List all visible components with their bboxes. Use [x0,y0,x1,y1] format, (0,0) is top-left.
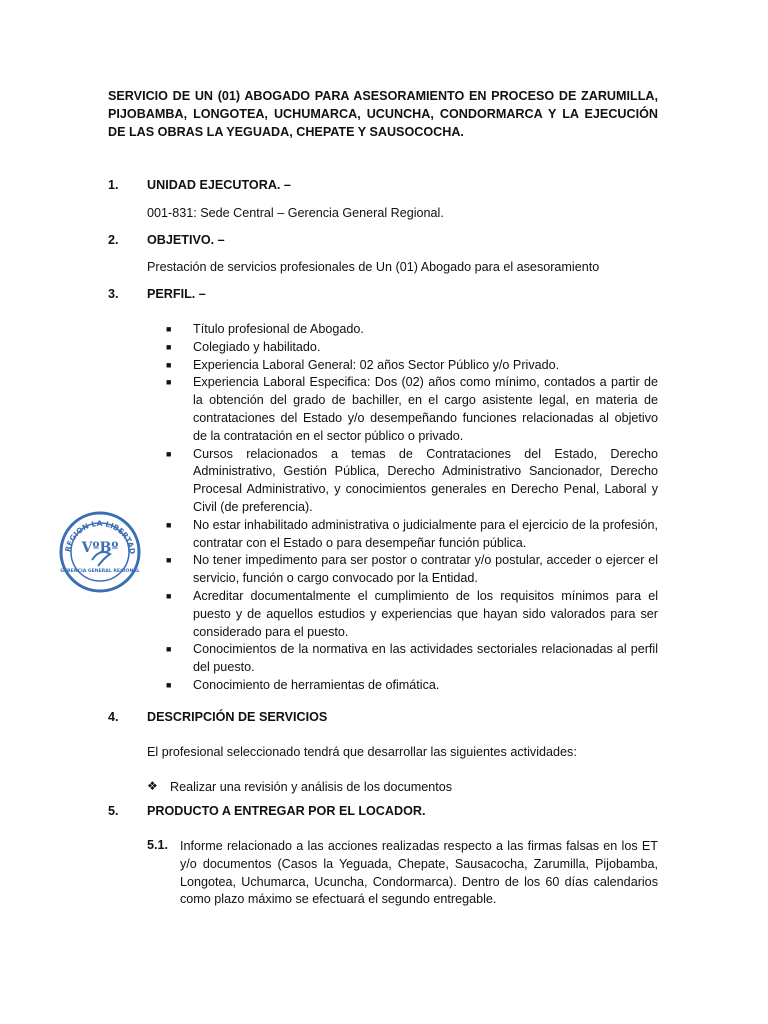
deliverable-text: Informe relacionado a las acciones realizadas respecto a las firmas falsas en los ET y/o documentos (Casos la Yeguada, Chepate, Sausacocha, Zarumilla, Pijobamba, Longotea, Uchumarca, Ucuncha, Condormarca). Dentro de los 60 días calendarios como plazo máximo se efectuará el segundo entregable. [180,839,658,907]
list-item: ■ Cursos relacionados a temas de Contrataciones del Estado, Derecho Administrativo, Gestión Pública, Derecho Administrativo Sancionador, Derecho Procesal Administrativo, y conocimientos generales en Derecho Penal, Laboral y Civil (de preferencia). [166,446,658,514]
square-bullet-icon: ■ [166,555,172,566]
section-4-title: DESCRIPCIÓN DE SERVICIOS [147,710,328,724]
section-2-number: 2. [108,233,119,247]
section-5-title: PRODUCTO A ENTREGAR POR EL LOCADOR. [147,804,426,818]
list-item: ■ Conocimiento de herramientas de ofimática. [166,677,658,695]
square-bullet-icon: ■ [166,341,172,352]
square-bullet-icon: ■ [166,448,172,459]
section-2-title: OBJETIVO. – [147,233,225,247]
square-bullet-icon: ■ [166,359,172,370]
section-5-number: 5. [108,804,119,818]
list-item: ■ Experiencia Laboral General: 02 años Sector Público y/o Privado. [166,357,658,375]
seal-ring-text: REGION LA LIBERTAD [63,518,138,555]
seal-bottom-text: GERENCIA GENERAL REGIONAL [60,569,140,574]
square-bullet-icon: ■ [166,519,172,530]
list-item: ■ No estar inhabilitado administrativa o judicialmente para el ejercicio de la profesión, contratar con el Estado o para desempeñar función pública. [166,517,658,550]
list-item: ■ Conocimientos de la normativa en las actividades sectoriales relacionadas al perfil del puesto. [166,642,658,675]
document-title: SERVICIO DE UN (01) ABOGADO PARA ASESORAMIENTO EN PROCESO DE ZARUMILLA, PIJOBAMBA, LONGOTEA, UCHUMARCA, UCUNCHA, CONDORMARCA Y LA EJECUCIÓN DE LAS OBRAS LA YEGUADA, CHEPATE Y SAUSOCOCHA. [108,89,658,139]
square-bullet-icon: ■ [166,590,172,601]
seal-center-text: VºBº [81,540,119,556]
profile-list [166,321,658,695]
section-2-text: Prestación de servicios profesionales de Un (01) Abogado para el asesoramiento [147,260,600,274]
vobo-seal-stamp [58,510,142,594]
square-bullet-icon: ■ [166,644,172,655]
section-4-number: 4. [108,710,119,724]
square-bullet-icon: ■ [166,679,172,690]
section-1-number: 1. [108,178,119,192]
section-3-title: PERFIL. – [147,287,206,301]
list-item: ■ Colegiado y habilitado. [166,339,658,357]
deliverable-number: 5.1. [147,838,169,852]
list-item: ■ Experiencia Laboral Especifica: Dos (02) años como mínimo, contados a partir de la obtención del grado de bachiller, en el cargo asistente legal, en materia de contrataciones del Estado y/o desempeñando funciones relacionadas al objetivo de la contratación en el sector público o privado. [166,375,658,443]
section-1-text: 001-831: Sede Central – Gerencia General Regional. [147,206,444,220]
section-1-title: UNIDAD EJECUTORA. – [147,178,291,192]
square-bullet-icon: ■ [166,324,172,334]
square-bullet-icon: ■ [166,377,172,388]
section-4-text: El profesional seleccionado tendrá que desarrollar las siguientes actividades: [147,745,577,759]
list-item: ■ Título profesional de Abogado. [166,321,658,339]
list-item: ■ No tener impedimento para ser postor o contratar y/o postular, acceder o ejercer el servicio, función o cargo convocado por la Entidad. [166,553,658,586]
section-3-number: 3. [108,287,119,301]
diamond-bullet-icon: ❖ [147,779,158,793]
list-item: ■ Acreditar documentalmente el cumplimiento de los requisitos mínimos para el puesto y de aquellos estudios y experiencias que hayan sido valorados para ser considerado para el puesto. [166,588,658,639]
activity-item: Realizar una revisión y análisis de los documentos [170,780,453,794]
